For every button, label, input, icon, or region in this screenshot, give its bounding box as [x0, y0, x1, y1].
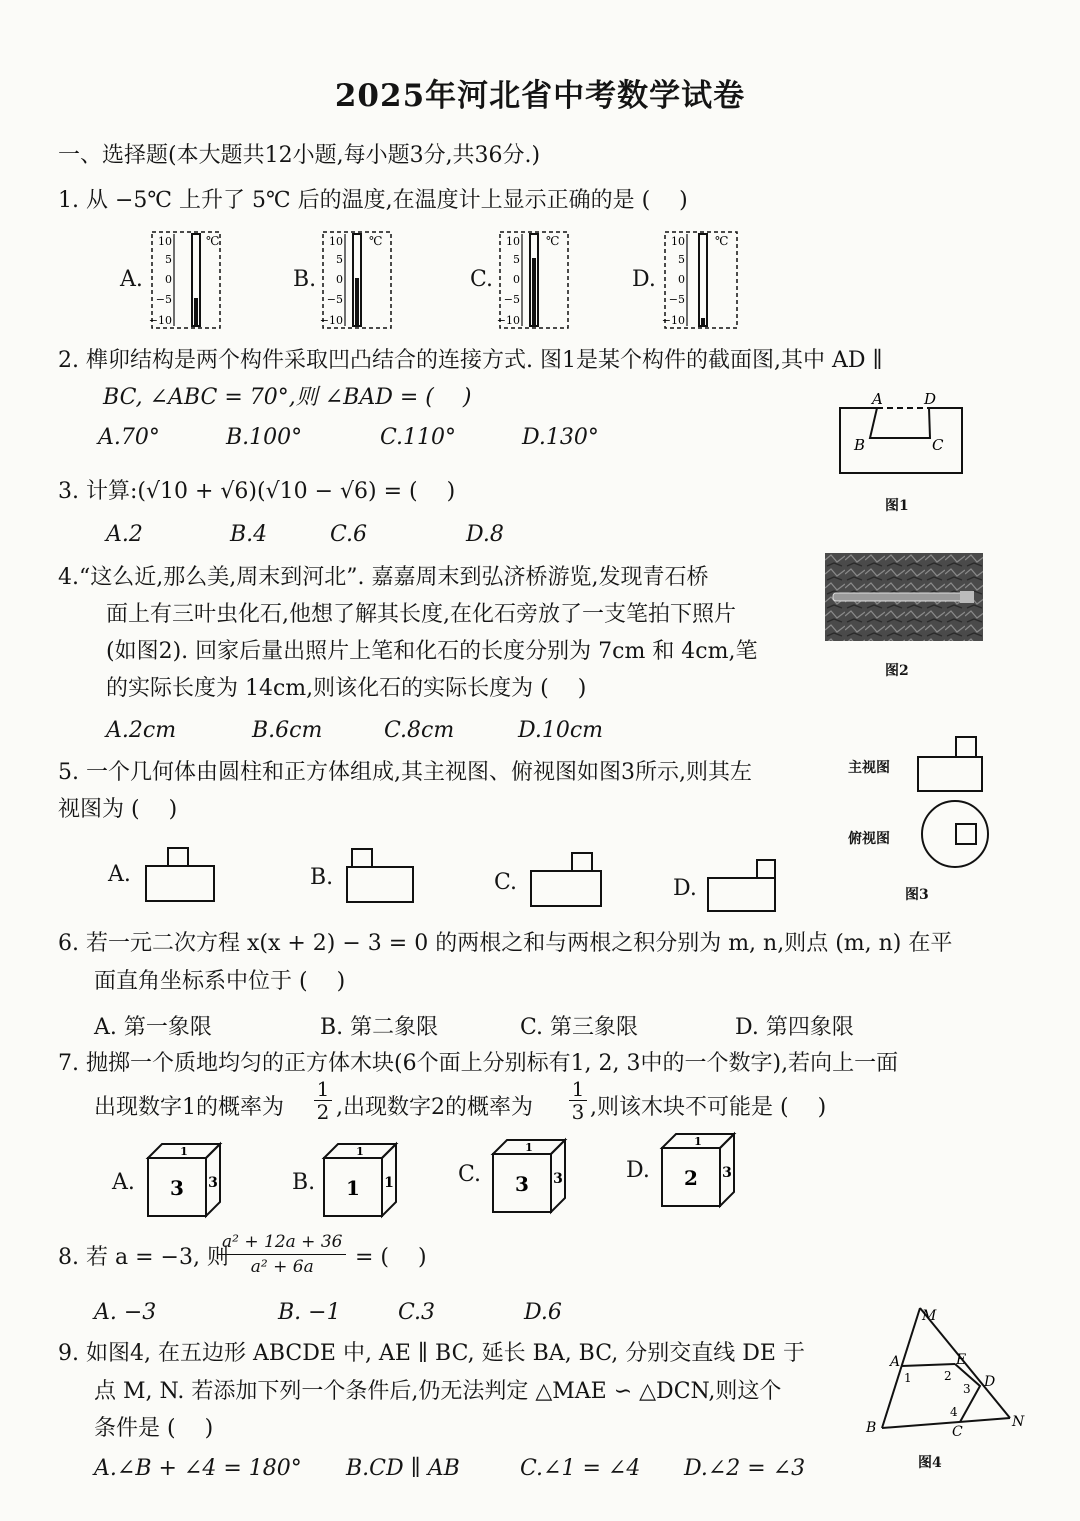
cube-a: [148, 1144, 220, 1216]
svg-text:1: 1: [384, 1175, 394, 1191]
svg-text:−5: −5: [503, 293, 520, 306]
q1-option-d[interactable]: D.: [632, 267, 656, 292]
q7-line2b: ,出现数字2的概率为: [336, 1095, 533, 1120]
svg-text:10: 10: [329, 235, 343, 248]
svg-text:3: 3: [722, 1165, 732, 1181]
svg-text:B: B: [854, 436, 866, 454]
top-view-label: 俯视图: [848, 831, 890, 847]
svg-text:℃: ℃: [369, 234, 383, 248]
section-heading: 一、选择题(本大题共12小题,每小题3分,共36分.): [58, 143, 541, 168]
q4-option-c[interactable]: C.8cm: [384, 718, 455, 743]
q4-option-d[interactable]: D.10cm: [518, 718, 604, 743]
q9-line2: 点 M, N. 若添加下列一个条件后,仍无法判定 △MAE ∽ △DCN,则这个: [94, 1379, 782, 1404]
thermometer-b: [320, 232, 391, 328]
q1-thermometers: [140, 228, 760, 333]
q3-option-b[interactable]: B.4: [230, 522, 268, 547]
q2-option-c[interactable]: C.110°: [380, 425, 457, 450]
q5-option-views: [140, 840, 790, 920]
q7-option-b[interactable]: B.: [292, 1170, 316, 1195]
q8-option-c[interactable]: C.3: [398, 1300, 436, 1325]
view-c: [531, 853, 601, 906]
q1-stem: 1. 从 −5℃ 上升了 5℃ 后的温度,在温度计上显示正确的是 ( ): [58, 188, 688, 213]
figure-3-caption: 图3: [905, 887, 929, 903]
svg-text:−10: −10: [496, 314, 520, 327]
q9-line3: 条件是 ( ): [94, 1416, 214, 1441]
q9-line1: 9. 如图4, 在五边形 ABCDE 中, AE ∥ BC, 延长 BA, BC, 分别交直线 DE 于: [58, 1341, 805, 1366]
svg-text:2: 2: [684, 1166, 698, 1190]
view-b: [347, 849, 413, 902]
q7-option-d[interactable]: D.: [626, 1158, 650, 1183]
svg-text:1: 1: [525, 1141, 533, 1154]
figure-1-caption: 图1: [885, 498, 909, 514]
svg-text:3: 3: [208, 1175, 218, 1191]
figure-1: [832, 390, 972, 480]
q8-pre: 8. 若 a = −3, 则: [58, 1245, 229, 1270]
thermometer-c: [497, 232, 568, 328]
svg-text:A: A: [872, 390, 883, 408]
svg-text:5: 5: [678, 253, 685, 266]
q1-option-c[interactable]: C.: [470, 267, 494, 292]
figure-3: [910, 733, 990, 873]
svg-text:3: 3: [170, 1176, 184, 1200]
svg-text:10: 10: [158, 235, 172, 248]
svg-text:10: 10: [671, 235, 685, 248]
q7-fraction-1: 1 2: [314, 1078, 332, 1123]
svg-text:E: E: [956, 1352, 967, 1368]
q3-stem: 3. 计算:(√10 + √6)(√10 − √6) = ( ): [58, 479, 456, 504]
svg-text:4: 4: [950, 1405, 958, 1419]
svg-text:C: C: [952, 1424, 963, 1440]
svg-text:−10: −10: [319, 314, 343, 327]
cube-c: [493, 1140, 565, 1212]
svg-text:−5: −5: [326, 293, 343, 306]
q8-option-a[interactable]: A. −3: [94, 1300, 157, 1325]
q7-line1: 7. 抛掷一个质地均匀的正方体木块(6个面上分别标有1, 2, 3中的一个数字),若向上一面: [58, 1051, 899, 1076]
q2-line1: 2. 榫卯结构是两个构件采取凹凸结合的连接方式. 图1是某个构件的截面图,其中 AD ∥: [58, 348, 883, 373]
svg-text:C: C: [932, 436, 944, 454]
q9-option-c[interactable]: C.∠1 = ∠4: [520, 1456, 641, 1481]
q4-option-b[interactable]: B.6cm: [252, 718, 323, 743]
q2-option-b[interactable]: B.100°: [226, 425, 303, 450]
q7-line2c: ,则该木块不可能是 ( ): [590, 1095, 827, 1120]
q8-post: = ( ): [355, 1245, 427, 1270]
q4-line2: 面上有三叶虫化石,他想了解其长度,在化石旁放了一支笔拍下照片: [106, 602, 736, 627]
thermometer-a: [149, 232, 220, 328]
figure-4: [860, 1300, 1040, 1450]
q6-line2: 面直角坐标系中位于 ( ): [94, 969, 346, 994]
svg-text:3: 3: [963, 1382, 971, 1396]
q5-option-b[interactable]: B.: [310, 865, 334, 890]
svg-text:1: 1: [904, 1371, 912, 1385]
cube-b: [324, 1144, 396, 1216]
svg-text:1: 1: [346, 1176, 360, 1200]
svg-text:5: 5: [336, 253, 343, 266]
svg-text:5: 5: [513, 253, 520, 266]
main-view-label: 主视图: [848, 760, 890, 776]
q5-line2: 视图为 ( ): [58, 797, 178, 822]
svg-text:N: N: [1012, 1414, 1025, 1430]
q5-line1: 5. 一个几何体由圆柱和正方体组成,其主视图、俯视图如图3所示,则其左: [58, 760, 752, 785]
svg-text:A: A: [890, 1354, 901, 1370]
svg-text:0: 0: [165, 273, 172, 286]
svg-text:℃: ℃: [715, 234, 729, 248]
svg-text:0: 0: [513, 273, 520, 286]
svg-text:1: 1: [694, 1135, 702, 1148]
q4-option-a[interactable]: A.2cm: [106, 718, 177, 743]
svg-text:3: 3: [553, 1171, 563, 1187]
q6-option-d[interactable]: D. 第四象限: [735, 1015, 854, 1040]
q4-line4: 的实际长度为 14cm,则该化石的实际长度为 ( ): [106, 676, 587, 701]
svg-text:3: 3: [515, 1172, 529, 1196]
svg-text:℃: ℃: [546, 234, 560, 248]
q1-option-a[interactable]: A.: [120, 267, 143, 292]
view-d: [708, 860, 775, 911]
q1-option-b[interactable]: B.: [293, 267, 317, 292]
q3-option-c[interactable]: C.6: [330, 522, 368, 547]
svg-text:1: 1: [356, 1145, 364, 1158]
svg-text:−10: −10: [148, 314, 172, 327]
q9-option-a[interactable]: A.∠B + ∠4 = 180°: [94, 1456, 302, 1481]
svg-text:10: 10: [506, 235, 520, 248]
svg-text:0: 0: [336, 273, 343, 286]
q4-line3: (如图2). 回家后量出照片上笔和化石的长度分别为 7cm 和 4cm,笔: [106, 639, 758, 664]
q9-option-d[interactable]: D.∠2 = ∠3: [684, 1456, 806, 1481]
view-a: [146, 848, 214, 901]
q5-option-d[interactable]: D.: [673, 876, 697, 901]
svg-text:℃: ℃: [206, 234, 220, 248]
figure-2-photo: [825, 553, 985, 643]
q6-option-c[interactable]: C. 第三象限: [520, 1015, 639, 1040]
q7-line2a: 出现数字1的概率为: [94, 1095, 284, 1120]
q3-option-d[interactable]: D.8: [466, 522, 504, 547]
q6-option-b[interactable]: B. 第二象限: [320, 1015, 439, 1040]
svg-text:5: 5: [165, 253, 172, 266]
q5-option-c[interactable]: C.: [494, 870, 518, 895]
thermometer-d: [662, 232, 737, 328]
q2-option-a[interactable]: A.70°: [98, 425, 160, 450]
q4-line1: 4.“这么近,那么美,周末到河北”. 嘉嘉周末到弘济桥游览,发现青石桥: [58, 565, 709, 590]
svg-text:D: D: [984, 1374, 996, 1390]
q5-option-a[interactable]: A.: [108, 862, 131, 887]
q2-option-d[interactable]: D.130°: [522, 425, 599, 450]
q8-option-d[interactable]: D.6: [524, 1300, 562, 1325]
q7-option-a[interactable]: A.: [112, 1170, 135, 1195]
q6-option-a[interactable]: A. 第一象限: [94, 1015, 212, 1040]
q9-option-b[interactable]: B.CD ∥ AB: [346, 1456, 460, 1481]
q8-option-b[interactable]: B. −1: [278, 1300, 341, 1325]
svg-text:2: 2: [944, 1369, 952, 1383]
svg-text:−10: −10: [661, 314, 685, 327]
svg-text:M: M: [922, 1308, 937, 1324]
q6-line1: 6. 若一元二次方程 x(x + 2) − 3 = 0 的两根之和与两根之积分别为 m, n,则点 (m, n) 在平: [58, 931, 953, 956]
q7-option-c[interactable]: C.: [458, 1162, 482, 1187]
q3-option-a[interactable]: A.2: [106, 522, 143, 547]
svg-text:−5: −5: [668, 293, 685, 306]
figure-4-caption: 图4: [918, 1455, 942, 1471]
page-title: 2025年河北省中考数学试卷: [334, 78, 746, 114]
figure-2-caption: 图2: [885, 663, 909, 679]
svg-text:1: 1: [180, 1145, 188, 1158]
cube-d: [662, 1134, 734, 1206]
q2-line2: BC, ∠ABC = 70°,则 ∠BAD = ( ): [103, 385, 472, 410]
svg-text:0: 0: [678, 273, 685, 286]
svg-text:B: B: [866, 1420, 877, 1436]
q7-fraction-2: 1 3: [569, 1078, 587, 1123]
svg-text:−5: −5: [155, 293, 172, 306]
q8-fraction: a² + 12a + 36 a² + 6a: [218, 1230, 346, 1279]
svg-text:D: D: [924, 390, 937, 408]
q7-cubes: [140, 1130, 740, 1220]
